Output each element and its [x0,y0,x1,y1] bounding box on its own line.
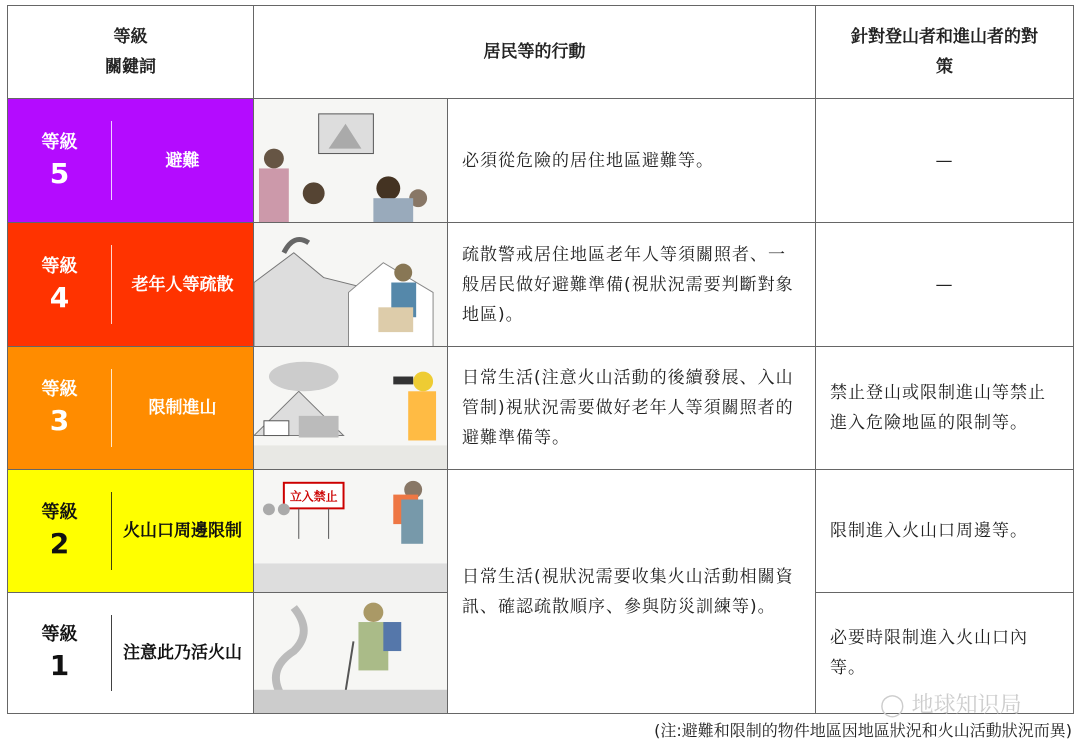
header-climbers-line2: 策 [936,57,953,77]
level-word: 等級 [41,502,78,523]
header-climbers-line1: 針對登山者和進山者的對 [851,27,1038,47]
action-text: 日常生活(注意火山活動的後續發展、入山管制)視狀況需要做好老年人等須關照者的避難準備等。 [462,368,794,448]
header-level-keyword [7,5,254,99]
measure-text: 必要時限制進入火山口內等。 [830,628,1028,678]
illustration-icon [254,347,447,469]
header-keyword: 關鍵詞 [105,57,156,77]
level-keyword: 限制進山 [148,398,217,418]
illustration-level-4 [253,222,448,347]
level-label [8,593,111,713]
climber-measure-5 [815,98,1074,223]
action-text: 必須從危險的居住地區避難等。 [462,150,714,171]
level-keyword: 火山口周邊限制 [123,521,242,541]
level-word: 等級 [41,131,78,153]
residents-action-4 [447,222,816,347]
measure-text: 禁止登山或限制進山等禁止進入危險地區的限制等。 [830,383,1046,433]
measure-text: — [935,150,954,171]
illustration-icon [254,99,447,222]
illustration-level-5 [253,98,448,223]
illustration-level-3 [253,346,448,470]
climber-measure-3 [815,346,1074,470]
illustration-icon [254,470,447,592]
level-cell-3 [7,346,254,470]
level-label [8,347,111,469]
level-word: 等級 [41,624,78,645]
action-text: 日常生活(視狀況需要收集火山活動相關資訊、確認疏散順序、參與防災訓練等)。 [462,566,794,617]
level-number: 3 [49,404,70,437]
climber-measure-2 [815,469,1074,593]
level-cell-1 [7,592,254,714]
header-climbers [815,5,1074,99]
residents-action-3 [447,346,816,470]
level-keyword: 避難 [165,150,200,171]
header-level: 等級 [113,27,148,47]
level-word: 等級 [41,379,78,400]
level-keyword: 注意此乃活火山 [123,643,242,663]
illustration-level-1 [253,592,448,714]
level-label [8,470,111,592]
level-keyword: 老年人等疏散 [131,274,234,295]
level-number: 4 [49,280,70,314]
level-number: 5 [49,156,70,190]
illustration-icon [254,593,447,713]
climber-measure-4 [815,222,1074,347]
level-cell-5 [7,98,254,223]
level-number: 2 [49,527,70,560]
watermark-text: 地球知识局 [911,693,1022,718]
footnote: (注:避難和限制的物件地區因地區狀況和火山活動狀況而異) [654,721,1072,740]
level-cell-4 [7,222,254,347]
residents-action-1-2 [447,469,816,714]
residents-action-5 [447,98,816,223]
watermark: ◯ 地球知识局 [880,693,1022,718]
illustration-level-2 [253,469,448,593]
level-word: 等級 [41,255,78,277]
level-label [8,99,111,222]
measure-text: 限制進入火山口周邊等。 [830,521,1028,541]
measure-text: — [935,274,954,295]
header-residents: 居民等的行動 [253,5,816,99]
illustration-icon [254,223,447,346]
level-label [8,223,111,346]
sign-text: 立入禁止 [289,489,338,504]
level-number: 1 [49,649,70,682]
action-text: 疏散警戒居住地區老年人等須關照者、一般居民做好避難準備(視狀況需要判斷對象地區)。 [462,244,794,325]
level-cell-2 [7,469,254,593]
